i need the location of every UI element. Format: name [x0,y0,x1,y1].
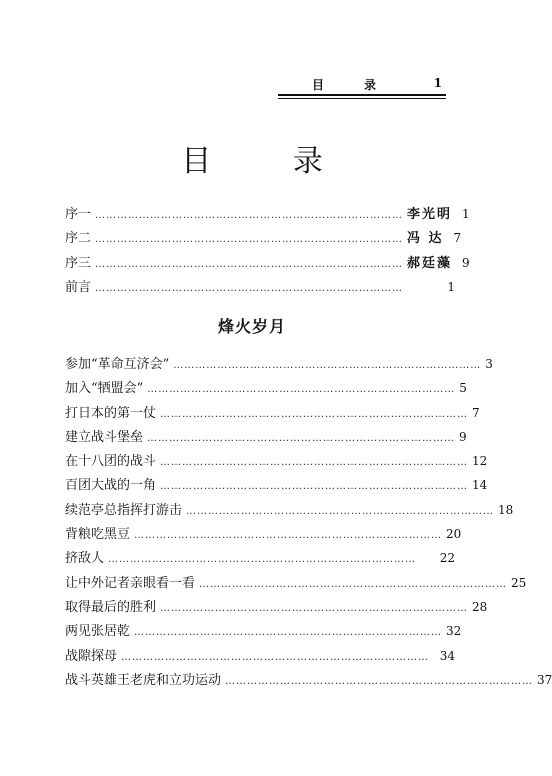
toc-row-foreword [65,276,455,300]
toc-entry-page: 9 [462,255,470,270]
toc-entry-title: 序一 [65,207,92,222]
toc-row-preface-1 [65,203,470,227]
page-title: 目 录 [181,144,359,179]
toc-entry-title: 让中外记者亲眼看一看 [65,575,196,591]
toc-entry-title: 在十八团的战斗 [65,454,157,470]
toc-entry-page: 32 [446,624,462,639]
toc-entry-page: 28 [472,599,488,614]
toc-leader-dots: ………………………………………………………………………… [160,408,469,420]
running-header-page-number: 1 [433,76,442,90]
toc-entry-title: 战斗英雄王老虎和立功运动 [65,672,222,688]
toc-leader-dots: ………………………………………………………………………… [160,602,469,614]
toc-entry-page: 12 [472,454,488,469]
toc-leader-dots: ………………………………………………………………………… [199,578,508,590]
toc-row [65,547,455,571]
toc-entry-title: 建立战斗堡垒 [65,429,144,445]
toc-entry-page: 34 [439,648,455,663]
toc-entry-page: 18 [498,502,514,517]
chapter-toc [65,353,552,693]
header-rule-thin [278,98,446,99]
toc-row [65,620,462,644]
toc-leader-dots: ………………………………………………………………………… [160,481,469,493]
toc-leader-dots: ………………………………………………………………………… [134,627,443,639]
toc-entry-author: 郝廷藻 [407,255,453,271]
toc-entry-title: 续范亭总指挥打游击 [65,502,183,518]
toc-row [65,377,467,401]
toc-entry-title: 百团大战的一角 [65,478,157,494]
running-header [278,76,446,94]
toc-leader-dots: ………………………………………………………………………… [121,651,430,663]
toc-row [65,499,514,523]
toc-leader-dots: ………………………………………………………………………… [95,282,404,294]
toc-entry-page: 22 [439,551,455,566]
toc-row [65,523,462,547]
toc-entry-title: 前言 [65,279,92,295]
toc-entry-page: 20 [446,527,462,542]
toc-row [65,450,488,474]
toc-row [65,669,552,693]
preface-toc [65,203,470,300]
toc-entry-title: 序三 [65,255,92,271]
toc-leader-dots: ………………………………………………………………………… [147,432,456,444]
toc-leader-dots: ………………………………………………………………………… [108,554,417,566]
toc-row [65,353,493,377]
toc-leader-dots: ………………………………………………………………………… [160,457,469,469]
toc-entry-page: 5 [459,381,467,396]
toc-entry-page: 9 [459,429,467,444]
toc-entry-page: 7 [453,231,462,246]
toc-leader-dots: ………………………………………………………………………… [186,505,495,517]
toc-row [65,596,488,620]
toc-row [65,572,527,596]
toc-leader-dots: ………………………………………………………………………… [95,234,404,246]
toc-row [65,474,488,498]
toc-entry-page: 25 [511,575,527,590]
toc-entry-title: 背粮吃黑豆 [65,527,131,543]
toc-entry-title: 两见张居乾 [65,624,131,640]
toc-entry-title: 挤敌人 [65,551,105,567]
toc-row [65,426,467,450]
toc-entry-page: 1 [447,279,455,294]
toc-leader-dots: ………………………………………………………………………… [95,258,404,270]
toc-row-preface-3 [65,252,470,276]
toc-entry-title: 战隙探母 [65,648,118,664]
toc-entry-title: 参加“革命互济会” [65,357,170,372]
toc-entry-title: 打日本的第一仗 [65,405,157,421]
toc-leader-dots: ………………………………………………………………………… [147,384,456,396]
toc-entry-title: 加入“牺盟会” [65,381,144,397]
toc-entry-title: 序二 [65,231,92,247]
toc-entry-page: 7 [472,405,480,420]
toc-entry-page: 3 [485,357,493,371]
toc-leader-dots: ………………………………………………………………………… [225,675,534,687]
toc-entry-author: 冯 达 [407,231,444,247]
toc-row [65,645,455,669]
toc-entry-author: 李光明 [407,207,453,222]
running-header-title-char-2: 录 [364,78,377,92]
header-rule-thick [278,94,446,96]
toc-entry-title: 取得最后的胜利 [65,599,157,615]
section-heading: 烽火岁月 [217,317,286,336]
toc-row-preface-2 [65,227,462,251]
running-header-title-char-1: 目 [312,78,325,92]
toc-entry-page: 14 [472,478,488,493]
toc-leader-dots: ………………………………………………………………………… [173,360,482,371]
toc-leader-dots: ………………………………………………………………………… [134,530,443,542]
toc-entry-page: 1 [462,207,470,221]
toc-entry-page: 37 [537,672,552,687]
toc-row [65,402,480,426]
toc-leader-dots: ………………………………………………………………………… [95,210,404,221]
